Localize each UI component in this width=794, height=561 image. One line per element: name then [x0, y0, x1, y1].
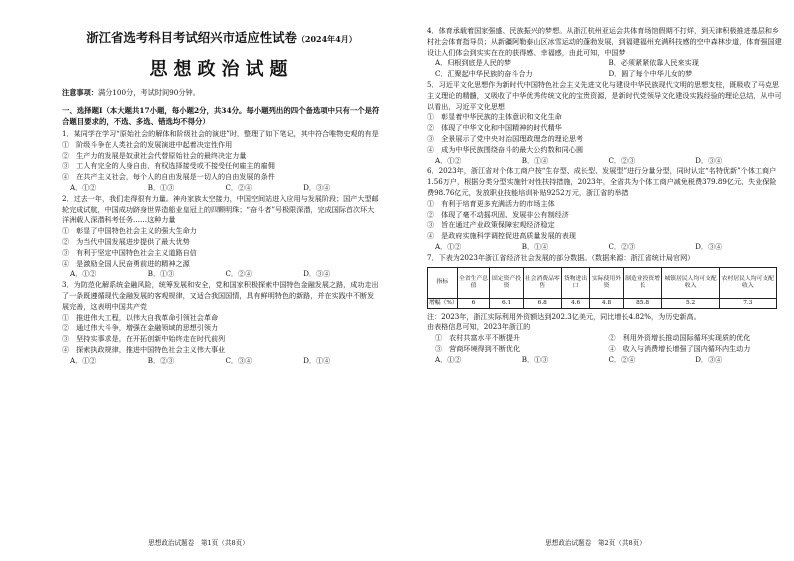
- table-cell: 增幅（%）: [428, 298, 458, 308]
- section-heading: 一、选择题Ⅰ（本大题共17小题，每小题2分，共34分。每小题列出的四个备选项中只有一个是符合题目要求的，不选、多选、错选均不得分）: [62, 106, 380, 126]
- table-cell: 7.3: [719, 298, 776, 308]
- answer-choices: A．①② B．①④ C．②③ D．③④: [435, 155, 723, 165]
- table-header: 全省生产总值: [457, 267, 490, 298]
- question-5: 5．习近平文化思想作为新时代中国特色社会主义先进文化与建设中华民族现代文明的思想支柱，既吸收了马克思主义理论的精髓，又吸收了中华优秀传统文化的宝贵资源，是新时代党领导文化建设实践经验的理论总结，从中可以看出，习近平文化思想 ① 彰显着中华民族的主体意识和文化生命 ② 体现了中华文化和中国精神的时代精华 ③ 全景展示了党中央对治国理政理念的理论思考 ④ 成为中华民族围绕奋斗的最大公约数和同心圆 A．①② B．①④ C．②③ D．③④: [427, 79, 782, 165]
- table-cell: 5.2: [662, 298, 719, 308]
- exam-title: 浙江省选考科目考试绍兴市适应性试卷（2024年4月）: [86, 30, 357, 45]
- data-table: [427, 267, 777, 309]
- question-4: 4．体育承载着国家强盛、民族振兴的梦想。从浙江杭州亚运会共体育场馆假期不打烊，到天津积极推进基层和乡村社会体育指导员；从新疆阿勒泰山区冰雪运动的蓬勃发展，到福建福州充满科技感的空中森林步道，体育强国建设让人们体会到实实在在的获得感、幸福感，由此可知，中国梦 A．归根到底是人民的梦 B．必须紧紧依靠人民来实现 C．汇聚起中华民族的奋斗合力 D．圆了每个中华儿女的梦: [427, 26, 782, 79]
- table-header: 城镇居民人均可支配收入: [662, 267, 719, 298]
- page-footer: 思想政治试题卷 第2页（共8页）: [545, 539, 646, 547]
- table-cell: 6.1: [490, 298, 523, 308]
- table-cell: 4.8: [590, 298, 623, 308]
- table-cell: 4.6: [561, 298, 590, 308]
- answer-choices: A．①② B．①③ C．②④ D．③④: [70, 182, 331, 192]
- table-header: 货物进出口: [561, 267, 590, 298]
- table-header: 实际使用外资: [590, 267, 623, 298]
- table-header: 固定资产投资: [490, 267, 523, 298]
- question-7: 7．下表为2023年浙江省经济社会发展的部分数据。（数据来源：浙江省统计局官网） 指标 全省生产总值 固定资产投资 社会消费品零售 货物进出口 实际使用外资 制造业投资增长 城镇居民人均可支配收入 农村居民人均可支配收入 增幅（%） 6 6.1 6.8 4.6 4.8 85.8 5.2 7.3 注：2023年，浙江实际利用外资额达到202.3亿美元，同比增长4.82%，为历史新高。 由表格信息可知，2023年浙江的 ① 农村共富水平不断提升 ② 利用外资增长推动国际循环实现质的优化 ③ 营商环境得到不断优化 ④ 收入与消费增长增强了国内循环内生动力 A．①② B．①③ C．②④ D．③④: [427, 253, 782, 366]
- answer-choices: A．①② B．①③ C．②④ D．③④: [435, 354, 723, 364]
- table-header: 社会消费品零售: [523, 267, 561, 298]
- question-1: 1．某同学在学习“原始社会的解体和阶级社会的演进”时，整理了如下笔记，其中符合唯物史观的有是 ① 阶级斗争在人类社会的发展演进中起着决定性作用 ② 生产力的发展是奴隶社会代替原始社会的最终决定力量 ③ 工人有完全的人身自由，有权选择接受或不接受任何雇主的雇佣 ④ 在共产主义社会，每个人的自由发展是一切人的自由发展的条件 A．①② B．①③ C．②④ D．③④: [62, 129, 381, 194]
- page-right: [397, 0, 794, 561]
- question-2: 2．过去一年，我们走得很有力量。神舟家族太空接力，中国空间站进入应用与发展阶段；国产大型邮轮完成试航，中国成功跻身世界造船业皇冠上的四颗明珠；“奋斗者”号极限深潜，完成国际首次环大洋洲载人深潜科考任务……这种力量 ① 彰显了中国特色社会主义的强大生命力 ② 为当代中国发展进步提供了最大优势 ③ 有利于坚定中国特色社会主义道路自信 ④ 是激励全国人民奋勇前进的精神之源 A．①② B．①③ C．②④ D．③④: [62, 194, 381, 280]
- answer-choices: A．①② B．②③ C．③④ D．①④: [70, 355, 331, 365]
- table-header: 指标: [428, 267, 458, 298]
- table-cell: 6.8: [523, 298, 561, 308]
- answer-choices: A．①② B．①④ C．②③ D．③④: [435, 241, 723, 251]
- table-cell: 85.8: [623, 298, 662, 308]
- table-row: [428, 298, 777, 308]
- answer-choices: A．①② B．①③ C．②④ D．③④: [70, 269, 331, 279]
- question-6: 6．2023年，浙江省对个体工商户按“生存型、成长型、发展型”进行分量分型，同时认定“名特优新”个体工商户1.56万户，根据分类分型实施针对性扶持措施，2023年，全省共为个体工商户减免税费379.89亿元、失业保险费98.76亿元，发放职业技能培训补贴9252万元，浙江省的举措 ① 有利于培育更多充满活力的市场主体 ② 体现了毫不动摇巩固、发展非公有制经济 ③ 旨在通过产业政策保障宏观经济稳定 ④ 是政府实施科学调控促进高质量发展的表现 A．①② B．①④ C．②③ D．③④: [427, 166, 782, 252]
- question-3: 3．为防范化解系统金融风险，统筹发展和安全，党和国家积极探索中国特色金融发展之路，成功走出了一条既遵循现代金融发展的客观规律，又适合我国国情，具有鲜明特色的新路，并在实践中不断发展完善，这表明中国共产党 ① 推进伟大工程，以伟大自我革命引领社会革命 ② 通过伟大斗争，增强在金融领域的思想引领力 ③ 坚持实事求是，在开拓创新中始终走在时代前列 ④ 探索执政规律，推进中国特色社会主义伟大事业 A．①② B．②③ C．③④ D．①④: [62, 280, 381, 366]
- subject-title: 思想政治试题: [149, 59, 294, 80]
- table-cell: 6: [457, 298, 490, 308]
- page-footer: 思想政治试题卷 第1页（共8页）: [148, 539, 249, 547]
- table-header: 制造业投资增长: [623, 267, 662, 298]
- table-note: 注：2023年，浙江实际利用外资额达到202.3亿美元，同比增长4.82%，为历史新高。: [427, 311, 701, 321]
- table-header: 农村居民人均可支配收入: [719, 267, 776, 298]
- exam-notice: 注意事项：满分100分，考试时间90分钟。: [62, 88, 200, 97]
